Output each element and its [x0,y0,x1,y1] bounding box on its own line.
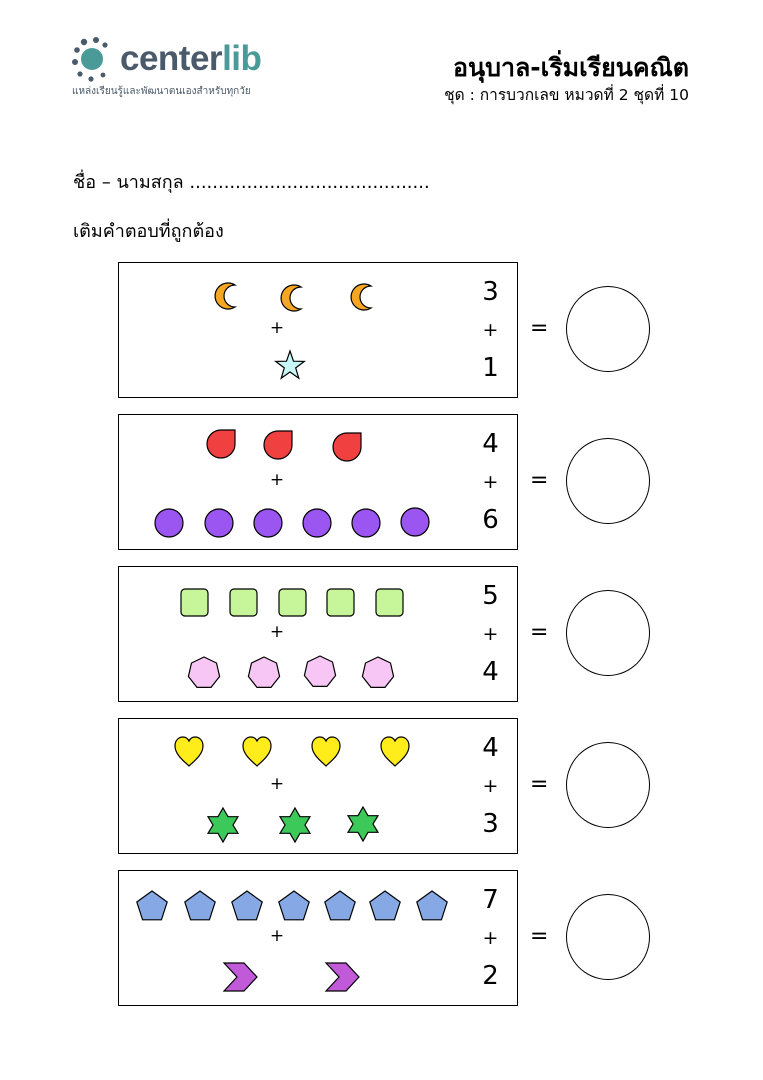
addend-a: 4 [482,733,499,763]
answer-circle[interactable] [566,894,650,980]
answer-circle[interactable] [566,590,650,676]
circle-icon [155,509,183,537]
number-box [464,566,518,702]
pentagon-icon [370,891,400,920]
answer-circle[interactable] [566,286,650,372]
picture-plus-sign: + [269,318,285,338]
number-box [464,718,518,854]
circle-icon [401,508,429,536]
equals-sign: = [530,772,549,797]
star-icon [276,351,305,378]
logo-wordmark [120,36,261,82]
equals-sign: = [530,468,549,493]
picture-group [119,567,464,701]
picture-group [119,719,464,853]
name-field-line[interactable]: ชื่อ – นามสกุล .......................................... [73,172,430,193]
moon-icon [281,285,301,311]
number-box [464,870,518,1006]
addend-a: 7 [482,885,499,915]
chevron-icon [224,963,257,991]
picture-plus-sign: + [269,926,285,946]
heptagon-icon [304,656,335,686]
equals-sign: = [530,620,549,645]
plus-sign: + [482,471,499,493]
instruction-text: เติมคำตอบที่ถูกต้อง [73,221,224,242]
circle-icon [205,509,233,537]
moon-icon [215,283,235,309]
square-icon [327,589,354,616]
heptagon-icon [362,657,393,687]
picture-group [119,871,464,1005]
square-icon [279,589,306,616]
pentagon-icon [417,891,447,920]
picture-group [119,415,464,549]
plus-sign: + [482,319,499,341]
heart-icon [312,737,340,766]
drop-icon [333,433,361,461]
moon-icon [351,284,371,310]
number-box [464,414,518,550]
pentagon-icon [325,891,355,920]
plus-sign: + [482,775,499,797]
picture-plus-sign: + [269,774,285,794]
plus-sign: + [482,623,499,645]
picture-box [118,718,465,854]
addend-a: 4 [482,429,499,459]
drop-icon [207,430,235,458]
picture-box [118,262,465,398]
heptagon-icon [188,657,219,687]
equals-sign: = [530,924,549,949]
answer-circle[interactable] [566,438,650,524]
hexagram-icon [348,807,378,841]
pentagon-icon [185,891,215,920]
problem-2 [118,414,549,550]
answer-circle[interactable] [566,742,650,828]
problem-5 [118,870,549,1006]
picture-box [118,870,465,1006]
heart-icon [175,737,203,766]
picture-plus-sign: + [269,470,285,490]
addend-b: 2 [482,961,499,991]
square-icon [181,589,208,616]
equals-sign: = [530,316,549,341]
logo-mark-icon [72,36,116,82]
addend-b: 3 [482,809,499,839]
addend-b: 1 [482,353,499,383]
problem-4 [118,718,549,854]
logo-text-accent: lib [222,39,262,78]
chevron-icon [326,963,359,991]
pentagon-icon [279,891,309,920]
plus-sign: + [482,927,499,949]
logo-tagline: แหล่งเรียนรู้และพัฒนาตนเองสำหรับทุกวัย [72,86,251,97]
square-icon [230,589,257,616]
addend-b: 6 [482,505,499,535]
pentagon-icon [137,891,167,920]
picture-box [118,566,465,702]
circle-icon [254,509,282,537]
problem-1 [118,262,549,398]
hexagram-icon [280,808,310,842]
addend-a: 3 [482,277,499,307]
picture-group [119,263,464,397]
circle-icon [303,509,331,537]
heart-icon [381,737,409,766]
logo-text-main: center [120,39,223,78]
page-title: อนุบาล-เริ่มเรียนคณิต [452,53,689,82]
heart-icon [243,737,271,766]
logo [72,36,312,100]
heptagon-icon [248,657,279,687]
addend-b: 4 [482,657,499,687]
picture-plus-sign: + [269,622,285,642]
hexagram-icon [208,808,238,842]
pentagon-icon [232,891,262,920]
square-icon [376,589,403,616]
problem-3 [118,566,549,702]
addend-a: 5 [482,581,499,611]
number-box [464,262,518,398]
drop-icon [264,431,292,459]
circle-icon [352,509,380,537]
picture-box [118,414,465,550]
page-subtitle: ชุด : การบวกเลข หมวดที่ 2 ชุดที่ 10 [444,86,689,104]
